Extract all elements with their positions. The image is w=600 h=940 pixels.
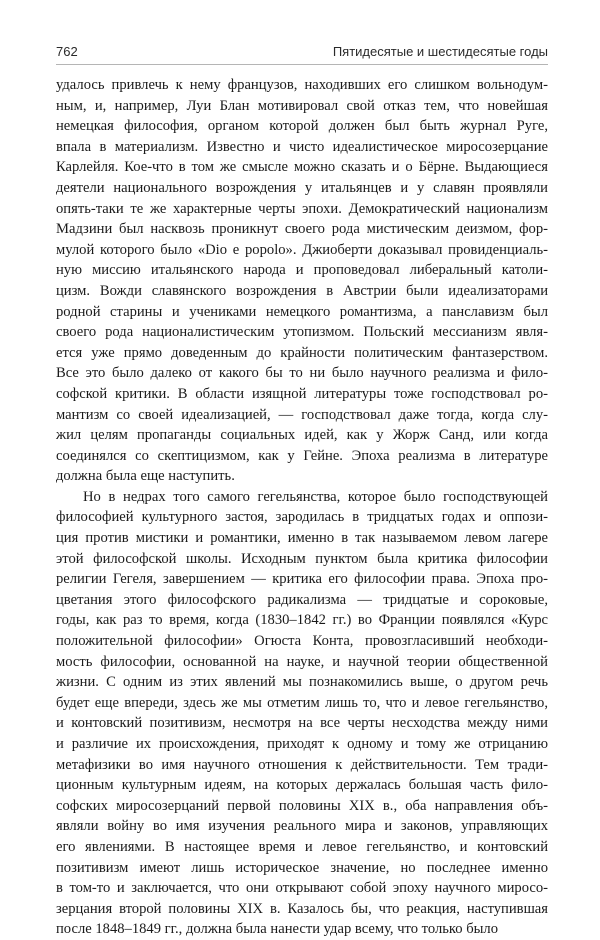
text-line: родной старины и учениками немецкого романтизма, а панславизм был [56, 303, 548, 320]
text-line: соединялся со скептицизмом, как у Гейне. Эпоха реализма в литературе [56, 447, 548, 464]
header-divider [56, 64, 548, 65]
text-line: являли войну во имя изучения реального мира и законов, управляющих [56, 818, 548, 835]
text-line: этой философской школы. Исходным пунктом была критика философии [56, 550, 548, 567]
text-line: и контовский позитивизм, несмотря на все черты несходства между ними [56, 715, 548, 732]
body-text [56, 75, 548, 940]
text-line: должна была еще наступить. [56, 468, 235, 485]
text-line: Карлейля. Кое-что в том же смысле можно сказать и о Бёрне. Выдающиеся [56, 159, 548, 176]
text-line: немецкая философия, органом которой должен был быть журнал Руге, [56, 118, 548, 135]
text-line: цветания этого философского радикализма — тридцатые и сороковые, [56, 591, 548, 608]
paragraph [56, 487, 548, 940]
text-line: философией культурного застоя, зародилась в тридцатых годах и оппози- [56, 509, 548, 526]
page-number: 762 [56, 44, 78, 59]
text-line: годы, как раз то время, когда (1830–1842 гг.) во Франции появлялся «Курс [56, 612, 548, 629]
text-line: софских миросозерцаний первой половины XIX в., оба направления объ- [56, 797, 548, 814]
text-line: ционным культурным идеям, на которых держалась большая часть фило- [56, 777, 548, 794]
text-line: опять-таки те же характерные черты эпохи. Демократический национализм [56, 200, 548, 217]
paragraph [56, 75, 548, 487]
text-line: его явлениями. В настоящее время и левое гегельянство, и контовский [56, 838, 548, 855]
text-line: мантизм со своей идеализацией, — господствовал даже тогда, когда слу- [56, 406, 548, 423]
text-line: ется уже прямо доведенным до крайности политическим фантазерством. [56, 344, 548, 361]
text-line: и различие их происхождения, приходят к одному и тому же отрицанию [56, 736, 548, 752]
text-line: мость философии, основанной на науке, и научной теории общественной [56, 653, 548, 670]
text-line: зерцания второй половины XIX в. Казалось бы, что реакция, наступившая [56, 900, 548, 917]
text-line: положительной философии» Огюста Конта, провозгласивший необходи- [56, 633, 548, 650]
text-line: Но в недрах того самого гегельянства, которое было господствующей [83, 488, 548, 505]
text-line: позитивизм имеют лишь историческое значение, но последнее именно [56, 859, 548, 876]
text-line: ную миссию итальянского народа и проповедовал либеральный католи- [56, 262, 548, 279]
text-line: будет еще впереди, здесь же мы отметим лишь то, что и левое гегельянство, [56, 694, 548, 711]
text-line: жил целям пропаганды социальных идей, как у Жорж Санд, или когда [56, 427, 548, 444]
text-line: ным, и, например, Луи Блан мотивировал свой отказ тем, что новейшая [56, 97, 548, 114]
text-line: деятели национального возрождения у итальянцев и у славян проявляли [56, 179, 548, 196]
text-line: Мадзини был насквозь проникнут своего рода мистическим деизмом, фор- [56, 221, 548, 238]
text-line: жизни. С одним из этих явлений мы познакомились выше, о другом речь [56, 674, 548, 691]
text-line: удалось привлечь к нему французов, находивших его слишком вольнодум- [56, 77, 548, 93]
text-line: мулой которого было «Dio e popolo». Джиоберти доказывал провиденциаль- [56, 241, 548, 258]
running-head [56, 44, 548, 66]
text-line: софской критики. В области изящной литературы тоже господствовал ро- [56, 385, 548, 402]
text-line: религии Гегеля, завершением — критика его философии права. Эпоха про- [56, 571, 548, 588]
text-line: впала в материализм. Известно и чисто идеалистическое миросозерцание [56, 138, 548, 155]
text-line: Все это было далеко от какого бы то ни было научного реализма и фило- [56, 365, 548, 382]
chapter-title: Пятидесятые и шестидесятые годы [332, 44, 548, 59]
text-line: после 1848–1849 гг., должна была нанести удар всему, что только было [56, 921, 499, 938]
text-line: в том-то и заключается, что они открывают собой эпоху научного миросо- [56, 880, 548, 897]
text-line: цизм. Вожди славянского возрождения в Австрии были идеализаторами [56, 282, 548, 299]
text-line: ция против мистики и романтики, именно в так называемом левом лагере [56, 530, 548, 547]
text-line: своего рода националистическим утопизмом. Польский мессианизм явля- [56, 324, 548, 341]
text-line: метафизики во имя научного отношения к действительности. Тем тради- [56, 756, 548, 773]
